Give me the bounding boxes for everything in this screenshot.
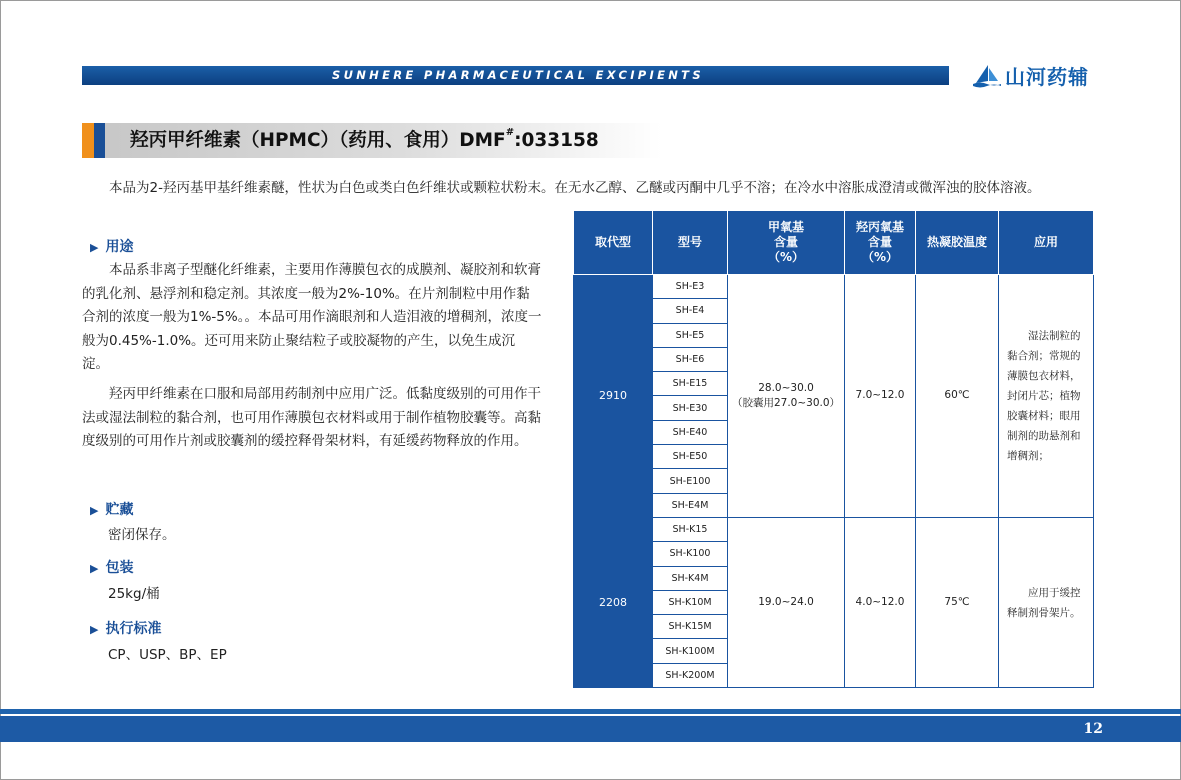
triangle-bullet-icon: ▶ (90, 562, 99, 575)
substitution-type-cell: 2910 (574, 275, 653, 518)
methoxy-content-cell: 28.0~30.0 （胶囊用27.0~30.0） (728, 275, 845, 518)
table-row (574, 517, 1094, 541)
sail-logo-icon (972, 62, 1002, 88)
footer-line (0, 709, 1181, 714)
model-cell: SH-K4M (653, 566, 728, 590)
hydroxypropoxy-content-cell: 4.0~12.0 (845, 517, 916, 687)
model-cell: SH-K200M (653, 663, 728, 687)
page-number: 12 (1083, 721, 1103, 737)
model-cell: SH-K100 (653, 542, 728, 566)
intro-text: 本品为2-羟丙基甲基纤维素醚，性状为白色或类白色纤维状或颗粒状粉末。在无水乙醇、乙醚或丙酮中几乎不溶；在冷水中溶胀成澄清或微浑浊的胶体溶液。 (109, 180, 1041, 196)
model-cell: SH-E4 (653, 299, 728, 323)
standard-text: CP、USP、BP、EP (108, 647, 227, 663)
gel-temperature-cell: 60℃ (916, 275, 999, 518)
spec-table-header-cell: 甲氧基 含量 （%） (728, 211, 845, 275)
page-title (130, 123, 599, 158)
model-cell: SH-E3 (653, 275, 728, 299)
model-cell: SH-E100 (653, 469, 728, 493)
model-cell: SH-K15M (653, 615, 728, 639)
usage-paragraph-2: 羟丙甲纤维素在口服和局部用药制剂中应用广泛。低黏度级别的可用作干法或湿法制粒的黏合剂，也可用作薄膜包衣材料或用于制作植物胶囊等。高黏度级别的可用作片剂或胶囊剂的缓控释骨架材料，有延缓药物释放的作用。 (82, 386, 541, 450)
spec-table (573, 210, 1094, 688)
usage-paragraph-1: 本品系非离子型醚化纤维素，主要用作薄膜包衣的成膜剂、凝胶剂和软膏的乳化剂、悬浮剂和稳定剂。其浓度一般为2%-10%。在片剂制粒中用作黏合剂的浓度一般为1%-5%。。本品可用作滴眼剂和人造泪液的增稠剂，浓度一般为0.45%-1.0%。还可用来防止聚结粒子或胶凝物的产生，以免生成沉淀。 (82, 262, 542, 373)
table-row (574, 275, 1094, 299)
header-band (82, 66, 949, 85)
title-main: 羟丙甲纤维素（HPMC）（药用、食用）DMF (130, 130, 506, 151)
spec-table-header-cell: 应用 (999, 211, 1094, 275)
logo-text: 山河药辅 (1005, 64, 1089, 89)
spec-table-header-cell: 取代型 (574, 211, 653, 275)
application-cell: 湿法制粒的黏合剂；常规的薄膜包衣材料，封闭片芯；植物胶囊材料；眼用制剂的助悬剂和增稠剂； (999, 275, 1094, 518)
packing-heading: ▶ 包装 (90, 560, 134, 576)
spec-table-header-cell: 羟丙氧基 含量 （%） (845, 211, 916, 275)
intro-paragraph (82, 175, 1097, 201)
methoxy-content-cell: 19.0~24.0 (728, 517, 845, 687)
standard-heading: ▶ 执行标准 (90, 621, 162, 637)
storage-text: 密闭保存。 (108, 527, 176, 543)
storage-heading: ▶ 贮藏 (90, 502, 134, 518)
spec-table-header-cell: 型号 (653, 211, 728, 275)
title-bar (82, 123, 662, 158)
model-cell: SH-E6 (653, 347, 728, 371)
usage-heading: ▶ 用途 (90, 239, 134, 255)
spec-table-header-row (574, 211, 1094, 275)
title-accent-orange (82, 123, 94, 158)
title-sup: # (505, 127, 515, 138)
model-cell: SH-E30 (653, 396, 728, 420)
packing-text: 25kg/桶 (108, 586, 160, 602)
triangle-bullet-icon: ▶ (90, 241, 99, 254)
spec-table-header-cell: 热凝胶温度 (916, 211, 999, 275)
spec-table-body (574, 275, 1094, 688)
triangle-bullet-icon: ▶ (90, 623, 99, 636)
model-cell: SH-K15 (653, 517, 728, 541)
substitution-type-cell: 2208 (574, 517, 653, 687)
model-cell: SH-E50 (653, 445, 728, 469)
footer-band (0, 716, 1181, 742)
model-cell: SH-E40 (653, 420, 728, 444)
model-cell: SH-E4M (653, 493, 728, 517)
model-cell: SH-K100M (653, 639, 728, 663)
title-accent-blue (94, 123, 105, 158)
gel-temperature-cell: 75℃ (916, 517, 999, 687)
model-cell: SH-E5 (653, 323, 728, 347)
header-band-text: SUNHERE PHARMACEUTICAL EXCIPIENTS (332, 68, 704, 82)
title-tail: :033158 (514, 130, 599, 151)
application-cell: 应用于缓控释制剂骨架片。 (999, 517, 1094, 687)
triangle-bullet-icon: ▶ (90, 504, 99, 517)
model-cell: SH-E15 (653, 372, 728, 396)
company-logo (972, 61, 1089, 89)
model-cell: SH-K10M (653, 590, 728, 614)
hydroxypropoxy-content-cell: 7.0~12.0 (845, 275, 916, 518)
